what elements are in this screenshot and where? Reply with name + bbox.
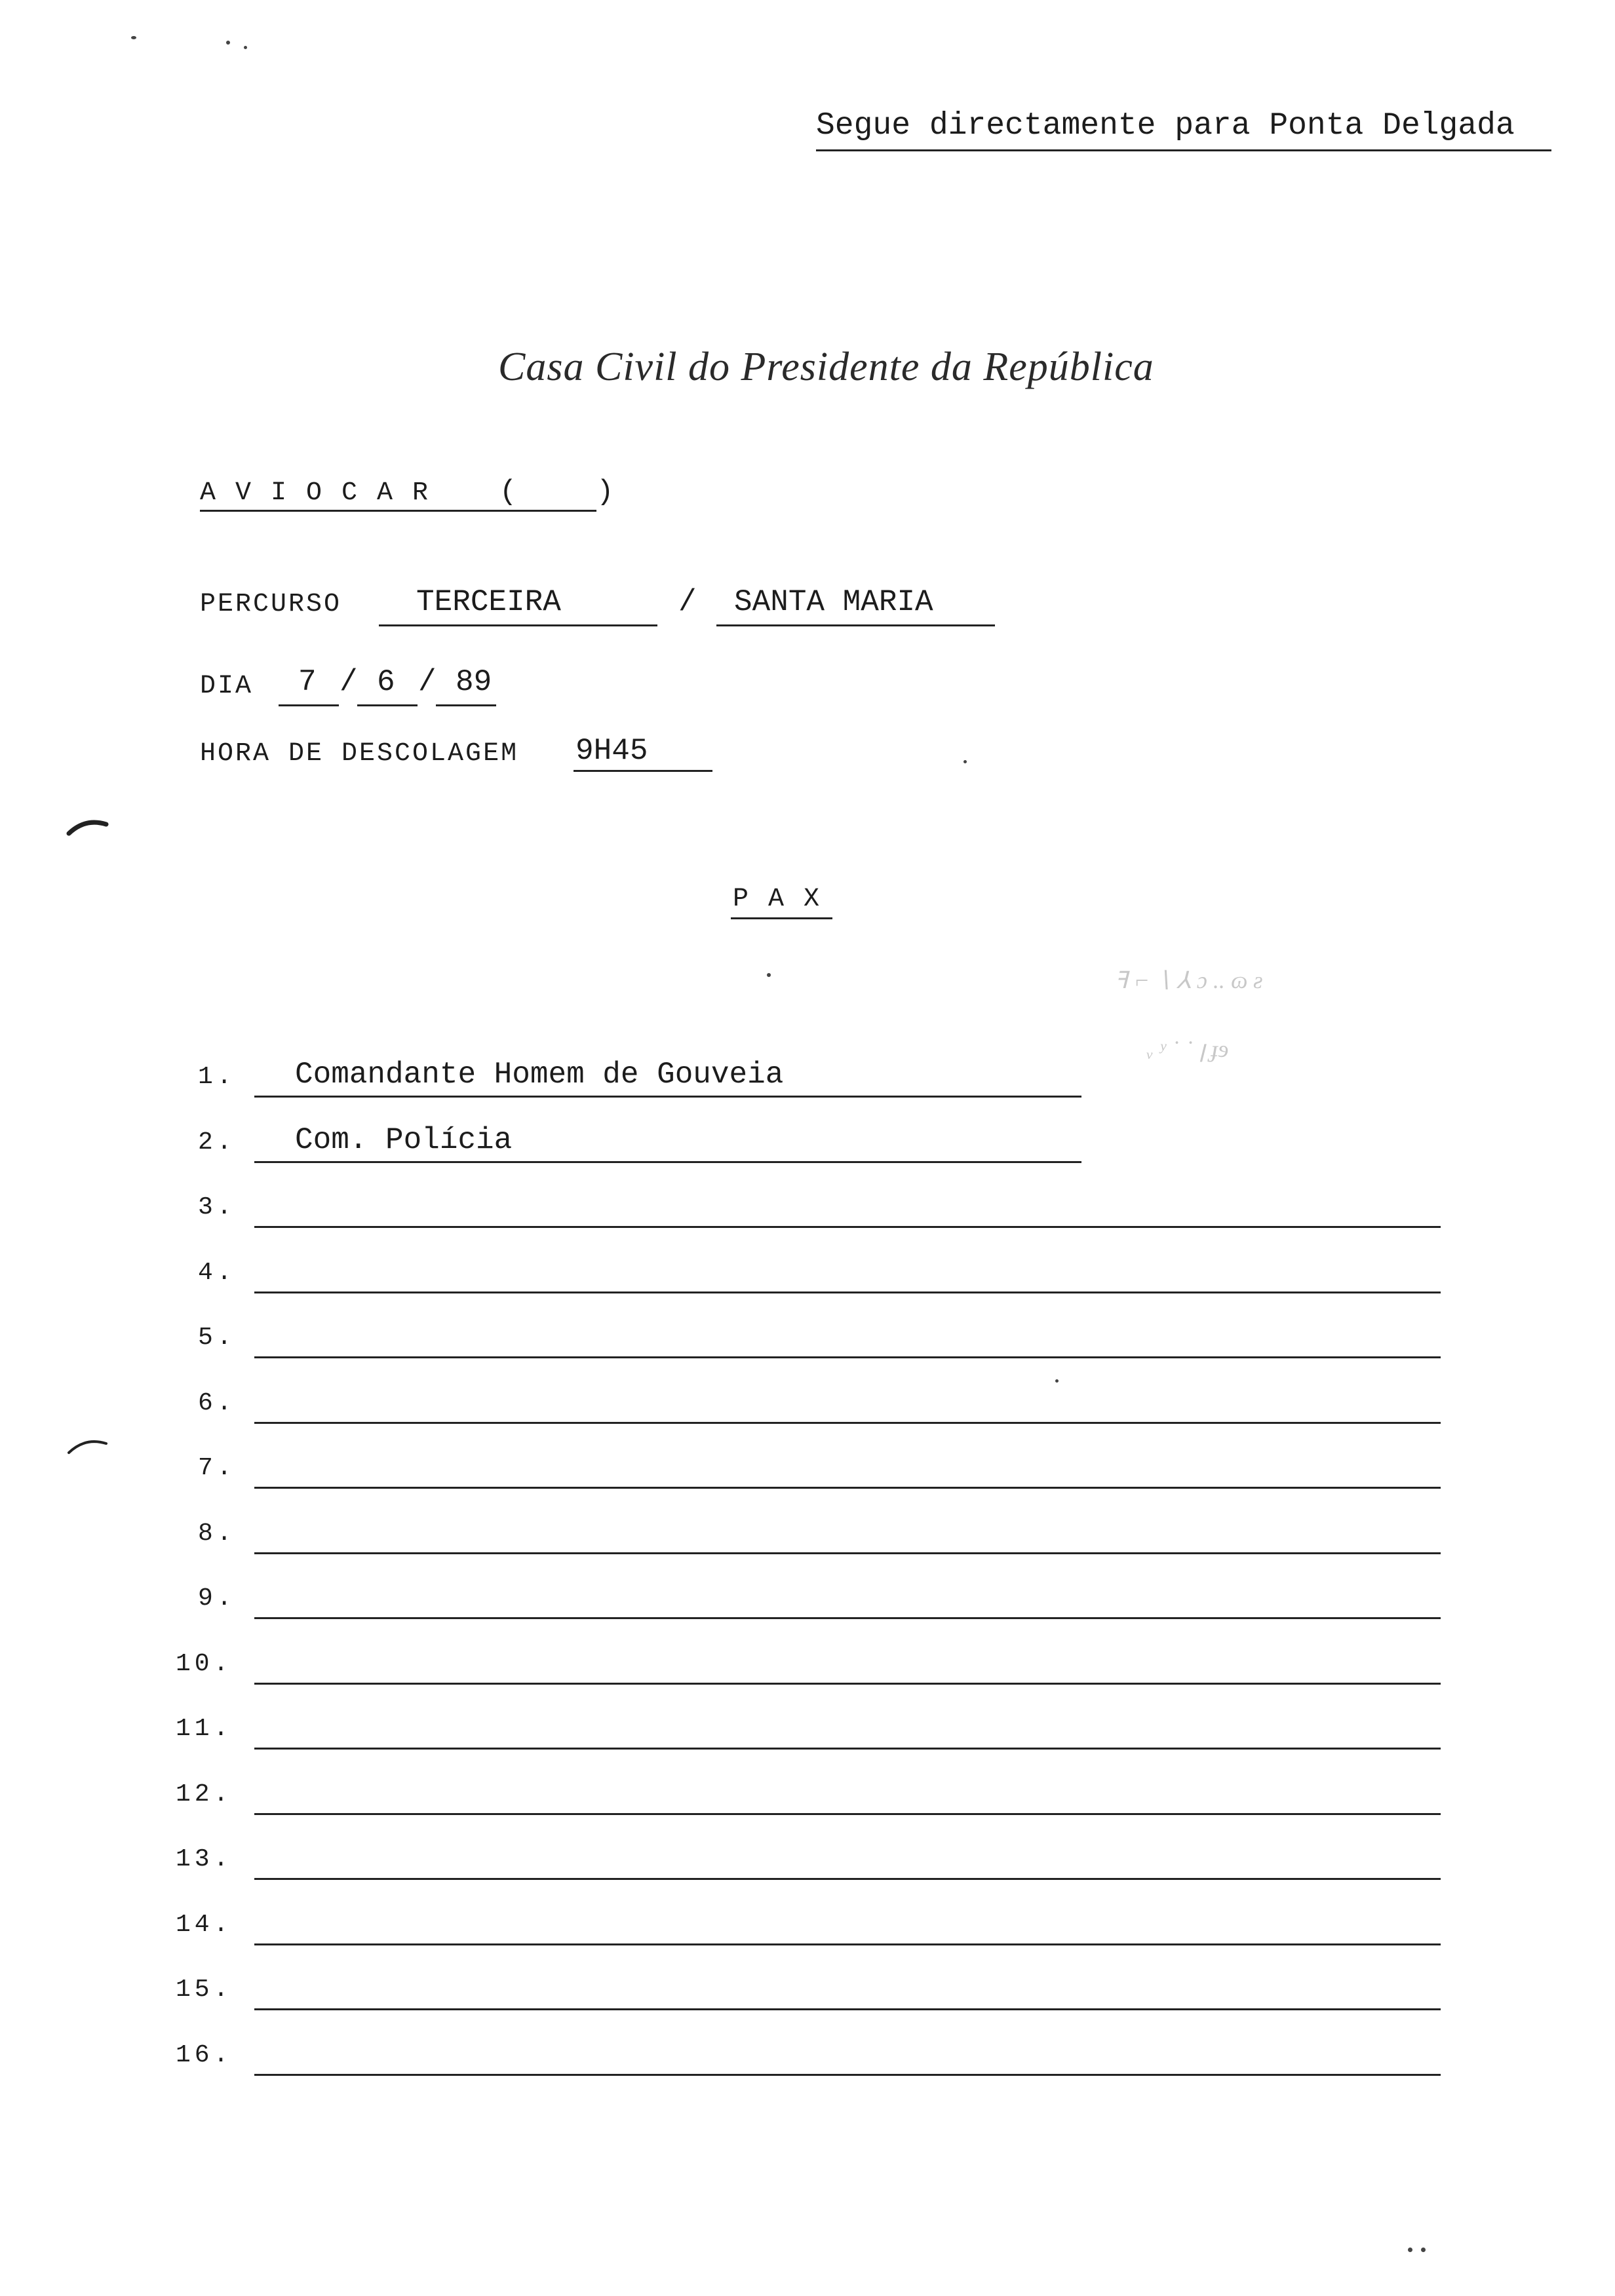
hole-punch-mark [66,813,111,839]
passenger-line [254,1748,1441,1750]
hole-punch-mark [66,1432,111,1458]
passenger-number: 7. [198,1454,236,1482]
passenger-line [254,2074,1441,2076]
date-day-line [279,704,339,706]
speck [1055,1379,1059,1383]
passenger-number: 13. [176,1845,233,1873]
passenger-line [254,1292,1441,1293]
passenger-number: 11. [176,1715,233,1743]
route-separator: / [678,585,697,619]
date-month-line [357,704,418,706]
passenger-number: 12. [176,1780,233,1808]
date-day: 7 [298,665,317,699]
passenger-line [254,2008,1441,2010]
route-to: SANTA MARIA [734,585,933,619]
date-label: DIA [200,672,254,701]
aircraft-underline [200,510,596,512]
passenger-number: 6. [198,1389,236,1417]
speck [767,973,771,977]
passenger-number: 16. [176,2041,233,2069]
speck [1408,2248,1412,2252]
passenger-number: 5. [198,1324,236,1352]
passenger-line [254,1813,1441,1815]
pax-heading: P A X [733,885,822,914]
letterhead: Casa Civil do Presidente da República [498,345,1154,389]
top-note: Segue directamente para Ponta Delgada [816,108,1515,144]
passenger-line [254,1552,1441,1554]
passenger-line [254,1226,1441,1228]
passenger-number: 9. [198,1584,236,1613]
passenger-line [254,1683,1441,1685]
passenger-line [254,1617,1441,1619]
passenger-line [254,1878,1441,1880]
passenger-name: Comandante Homem de Gouveia [295,1058,784,1092]
bleed-through-mark: ᵥ ʸ ˙ ˙ ꞁ ɟɘ [1147,1036,1229,1062]
speck [244,46,247,49]
passenger-number: 15. [176,1976,233,2004]
passenger-number: 8. [198,1520,236,1548]
speck [226,41,230,45]
aircraft-paren-open: ( [499,476,519,508]
passenger-line [254,1096,1081,1098]
aircraft-paren-close: ) [596,476,616,508]
date-sep-2: / [418,665,437,699]
route-to-line [716,624,995,626]
speck [1421,2248,1426,2252]
pax-heading-underline [731,917,832,919]
top-note-underline [816,149,1551,151]
date-year-line [436,704,496,706]
passenger-number: 2. [198,1128,236,1157]
passenger-number: 10. [176,1650,233,1678]
departure-time: 9H45 [575,734,648,768]
passenger-line [254,1161,1081,1163]
route-label: PERCURSO [200,590,342,619]
date-sep-1: / [340,665,358,699]
passenger-line [254,1943,1441,1945]
passenger-name: Com. Polícia [295,1123,513,1157]
speck [131,36,136,39]
passenger-line [254,1487,1441,1489]
date-year: 89 [456,665,492,699]
departure-label: HORA DE DESCOLAGEM [200,739,519,769]
date-month: 6 [377,665,395,699]
passenger-line [254,1356,1441,1358]
aircraft-label: A V I O C A R [200,478,431,508]
bleed-through-mark: ꟻ ⌐ ∖ ⅄ ɔ .. ɷ ƨ [1114,967,1263,993]
departure-time-line [574,770,712,772]
route-from-line [379,624,657,626]
passenger-number: 14. [176,1911,233,1939]
passenger-number: 4. [198,1259,236,1287]
passenger-number: 3. [198,1193,236,1221]
speck [963,760,967,763]
passenger-line [254,1422,1441,1424]
route-from: TERCEIRA [416,585,561,619]
passenger-number: 1. [198,1063,236,1091]
